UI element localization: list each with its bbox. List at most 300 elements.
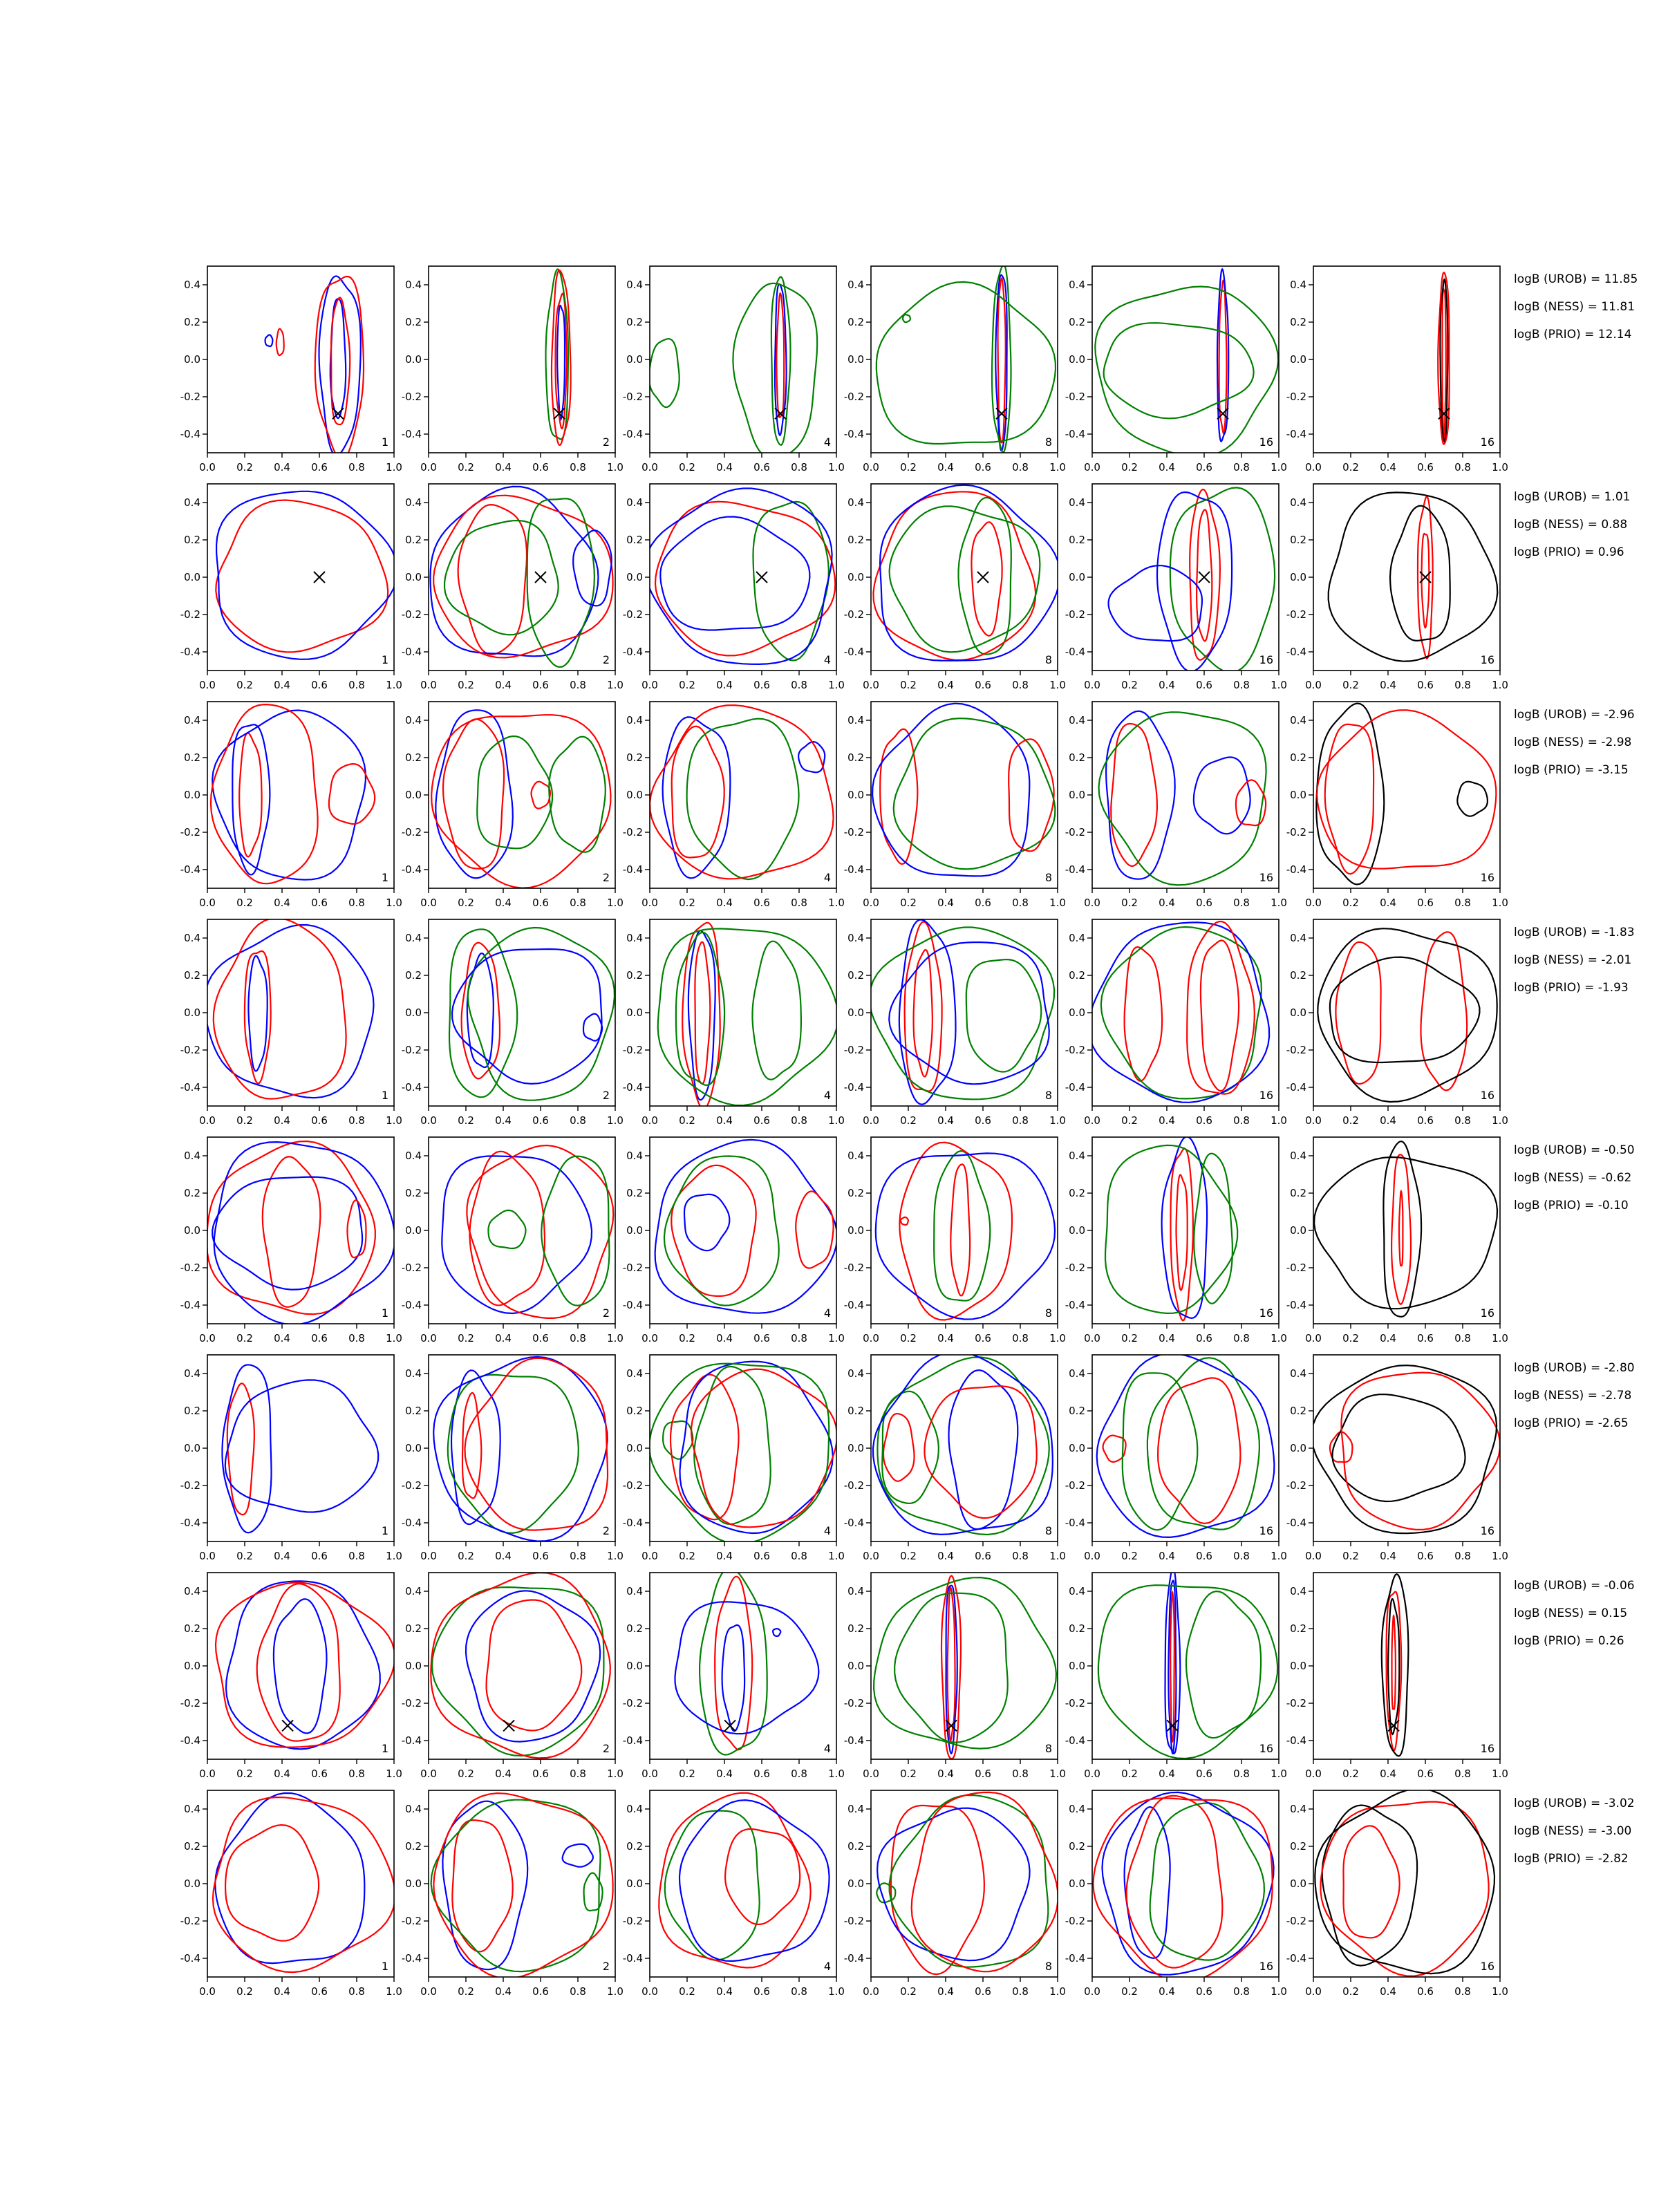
x-tick-label: 0.4 bbox=[495, 1332, 512, 1344]
y-tick-label: -0.2 bbox=[1286, 1262, 1306, 1274]
x-tick-label: 0.2 bbox=[900, 461, 917, 474]
x-tick-label: 0.2 bbox=[236, 1332, 253, 1344]
panel-label: 8 bbox=[1044, 1306, 1052, 1320]
x-tick-label: 0.8 bbox=[791, 1768, 807, 1780]
y-tick-label: 0.2 bbox=[184, 1405, 200, 1417]
panel-label: 4 bbox=[823, 1742, 831, 1755]
y-tick-label: 0.0 bbox=[626, 1877, 643, 1890]
y-tick-label: 0.4 bbox=[1069, 496, 1085, 509]
y-tick-label: 0.0 bbox=[847, 789, 864, 801]
x-tick-label: 0.2 bbox=[458, 1332, 474, 1344]
y-tick-label: -0.4 bbox=[622, 863, 643, 876]
x-tick-label: 0.4 bbox=[716, 1114, 733, 1127]
y-tick-label: 0.2 bbox=[405, 1840, 422, 1853]
x-tick-label: 0.2 bbox=[1342, 1550, 1359, 1562]
panel-label: 16 bbox=[1259, 653, 1273, 666]
y-tick-label: 0.4 bbox=[405, 1803, 422, 1815]
x-tick-label: 0.0 bbox=[863, 1768, 879, 1780]
x-tick-label: 0.2 bbox=[900, 1114, 917, 1127]
y-tick-label: 0.2 bbox=[1290, 1187, 1306, 1199]
y-tick-label: -0.4 bbox=[1065, 1952, 1085, 1965]
y-tick-label: -0.4 bbox=[622, 428, 643, 440]
y-tick-label: 0.0 bbox=[1069, 571, 1085, 583]
panel-label: 16 bbox=[1480, 1960, 1494, 1973]
x-tick-label: 0.0 bbox=[641, 1985, 658, 1998]
y-tick-label: -0.4 bbox=[843, 428, 864, 440]
x-tick-label: 0.2 bbox=[679, 1332, 695, 1344]
x-tick-label: 0.6 bbox=[532, 1114, 549, 1127]
x-tick-label: 0.8 bbox=[1454, 679, 1471, 691]
y-tick-label: -0.2 bbox=[180, 1044, 200, 1056]
y-tick-label: 0.4 bbox=[626, 1803, 643, 1815]
panel-label: 8 bbox=[1044, 1524, 1052, 1537]
x-tick-label: 0.6 bbox=[1196, 679, 1212, 691]
y-tick-label: 0.0 bbox=[1069, 1660, 1085, 1672]
x-tick-label: 0.4 bbox=[274, 461, 290, 474]
y-tick-label: 0.2 bbox=[1069, 316, 1085, 328]
x-tick-label: 0.8 bbox=[570, 1332, 586, 1344]
x-tick-label: 0.0 bbox=[1084, 1985, 1100, 1998]
x-tick-label: 0.8 bbox=[1454, 1114, 1471, 1127]
y-tick-label: 0.4 bbox=[405, 932, 422, 944]
y-tick-label: -0.2 bbox=[401, 1262, 422, 1274]
x-tick-label: 0.0 bbox=[199, 679, 216, 691]
panel-label: 8 bbox=[1044, 1960, 1052, 1973]
x-tick-label: 0.0 bbox=[199, 461, 216, 474]
logb-annotation: logB (PRIO) = 12.14 bbox=[1514, 328, 1632, 341]
y-tick-label: 0.2 bbox=[1290, 1622, 1306, 1635]
y-tick-label: 0.4 bbox=[405, 279, 422, 291]
y-tick-label: -0.4 bbox=[622, 1299, 643, 1311]
y-tick-label: -0.2 bbox=[843, 608, 864, 621]
x-tick-label: 0.2 bbox=[900, 1550, 917, 1562]
x-tick-label: 0.0 bbox=[1305, 461, 1322, 474]
y-tick-label: 0.4 bbox=[184, 1150, 200, 1162]
x-tick-label: 0.8 bbox=[348, 897, 365, 909]
x-tick-label: 0.4 bbox=[1380, 1985, 1396, 1998]
y-tick-label: 0.2 bbox=[1069, 1622, 1085, 1635]
y-tick-label: 0.0 bbox=[405, 353, 422, 366]
panel-label: 1 bbox=[381, 653, 388, 666]
panel-label: 8 bbox=[1044, 1089, 1052, 1102]
y-tick-label: 0.0 bbox=[626, 1660, 643, 1672]
x-tick-label: 0.8 bbox=[791, 461, 807, 474]
y-tick-label: 0.0 bbox=[1290, 789, 1306, 801]
x-tick-label: 1.0 bbox=[1271, 1985, 1287, 1998]
y-tick-label: 0.0 bbox=[1069, 1006, 1085, 1019]
x-tick-label: 0.8 bbox=[348, 1985, 365, 1998]
logb-annotation: logB (NESS) = 0.15 bbox=[1514, 1606, 1628, 1620]
y-tick-label: 0.2 bbox=[1069, 969, 1085, 982]
x-tick-label: 0.6 bbox=[753, 1985, 770, 1998]
panel-label: 1 bbox=[381, 871, 388, 884]
y-tick-label: -0.4 bbox=[1286, 1299, 1306, 1311]
x-tick-label: 1.0 bbox=[1492, 1114, 1508, 1127]
x-tick-label: 0.8 bbox=[1012, 1550, 1029, 1562]
x-tick-label: 1.0 bbox=[386, 1550, 402, 1562]
x-tick-label: 0.4 bbox=[937, 1550, 954, 1562]
y-tick-label: 0.4 bbox=[847, 1150, 864, 1162]
y-tick-label: 0.4 bbox=[847, 932, 864, 944]
x-tick-label: 0.6 bbox=[532, 461, 549, 474]
x-tick-label: 0.6 bbox=[975, 1768, 991, 1780]
panel-label: 4 bbox=[823, 1960, 831, 1973]
panel-label: 2 bbox=[602, 871, 610, 884]
y-tick-label: 0.2 bbox=[1290, 751, 1306, 764]
x-tick-label: 0.2 bbox=[236, 461, 253, 474]
y-tick-label: 0.2 bbox=[184, 316, 200, 328]
x-tick-label: 0.4 bbox=[716, 897, 733, 909]
y-tick-label: -0.2 bbox=[180, 826, 200, 838]
x-tick-label: 0.8 bbox=[348, 679, 365, 691]
x-tick-label: 0.0 bbox=[1084, 897, 1100, 909]
x-tick-label: 0.0 bbox=[641, 1768, 658, 1780]
y-tick-label: 0.4 bbox=[405, 496, 422, 509]
y-tick-label: -0.2 bbox=[401, 608, 422, 621]
y-tick-label: -0.2 bbox=[1286, 608, 1306, 621]
x-tick-label: 0.0 bbox=[1084, 1332, 1100, 1344]
y-tick-label: 0.0 bbox=[184, 571, 200, 583]
y-tick-label: -0.2 bbox=[622, 1479, 643, 1492]
panel-label: 1 bbox=[381, 1089, 388, 1102]
y-tick-label: 0.2 bbox=[626, 969, 643, 982]
x-tick-label: 0.4 bbox=[495, 679, 512, 691]
x-tick-label: 1.0 bbox=[1271, 897, 1287, 909]
logb-annotation: logB (NESS) = -0.62 bbox=[1514, 1171, 1632, 1185]
x-tick-label: 0.6 bbox=[753, 897, 770, 909]
x-tick-label: 0.8 bbox=[1454, 1985, 1471, 1998]
panel-label: 8 bbox=[1044, 653, 1052, 666]
panel-label: 16 bbox=[1480, 1524, 1494, 1537]
y-tick-label: -0.4 bbox=[1286, 1517, 1306, 1529]
y-tick-label: -0.4 bbox=[1065, 646, 1085, 658]
y-tick-label: 0.0 bbox=[1290, 1877, 1306, 1890]
y-tick-label: -0.2 bbox=[401, 1697, 422, 1709]
y-tick-label: -0.2 bbox=[843, 1262, 864, 1274]
x-tick-label: 0.8 bbox=[1233, 1550, 1250, 1562]
x-tick-label: 0.0 bbox=[1305, 679, 1322, 691]
x-tick-label: 1.0 bbox=[828, 461, 845, 474]
y-tick-label: -0.4 bbox=[1286, 646, 1306, 658]
x-tick-label: 0.2 bbox=[458, 1550, 474, 1562]
y-tick-label: -0.4 bbox=[401, 1734, 422, 1747]
x-tick-label: 0.0 bbox=[420, 1114, 437, 1127]
y-tick-label: 0.2 bbox=[184, 1187, 200, 1199]
panel-label: 1 bbox=[381, 1306, 388, 1320]
y-tick-label: 0.0 bbox=[626, 571, 643, 583]
x-tick-label: 0.4 bbox=[1380, 1332, 1396, 1344]
y-tick-label: -0.4 bbox=[1065, 1517, 1085, 1529]
y-tick-label: -0.2 bbox=[622, 608, 643, 621]
x-tick-label: 0.6 bbox=[311, 1550, 328, 1562]
x-tick-label: 0.0 bbox=[199, 1550, 216, 1562]
y-tick-label: -0.4 bbox=[180, 646, 200, 658]
y-tick-label: -0.4 bbox=[843, 646, 864, 658]
y-tick-label: -0.2 bbox=[1286, 391, 1306, 403]
panel-label: 2 bbox=[602, 1742, 610, 1755]
x-tick-label: 0.8 bbox=[570, 1768, 586, 1780]
y-tick-label: 0.4 bbox=[626, 932, 643, 944]
x-tick-label: 0.6 bbox=[1417, 897, 1434, 909]
x-tick-label: 0.2 bbox=[1121, 1114, 1138, 1127]
y-tick-label: 0.2 bbox=[626, 316, 643, 328]
y-tick-label: 0.2 bbox=[1290, 1840, 1306, 1853]
y-tick-label: 0.2 bbox=[626, 1405, 643, 1417]
x-tick-label: 0.8 bbox=[1012, 1114, 1029, 1127]
y-tick-label: 0.4 bbox=[184, 1585, 200, 1597]
logb-annotation: logB (PRIO) = -2.65 bbox=[1514, 1416, 1629, 1430]
x-tick-label: 0.6 bbox=[975, 1114, 991, 1127]
y-tick-label: 0.0 bbox=[184, 789, 200, 801]
y-tick-label: 0.0 bbox=[405, 1224, 422, 1237]
x-tick-label: 0.4 bbox=[1380, 897, 1396, 909]
y-tick-label: -0.4 bbox=[843, 1299, 864, 1311]
panel-label: 16 bbox=[1259, 1524, 1273, 1537]
y-tick-label: 0.0 bbox=[405, 1660, 422, 1672]
x-tick-label: 0.0 bbox=[199, 1332, 216, 1344]
x-tick-label: 1.0 bbox=[1271, 679, 1287, 691]
x-tick-label: 0.6 bbox=[1196, 461, 1212, 474]
x-tick-label: 0.6 bbox=[311, 897, 328, 909]
x-tick-label: 0.0 bbox=[1305, 1332, 1322, 1344]
x-tick-label: 0.6 bbox=[975, 1332, 991, 1344]
panel-label: 8 bbox=[1044, 1742, 1052, 1755]
y-tick-label: 0.4 bbox=[626, 1585, 643, 1597]
panel-label: 16 bbox=[1480, 435, 1494, 449]
y-tick-label: -0.4 bbox=[1065, 1734, 1085, 1747]
y-tick-label: 0.2 bbox=[626, 1840, 643, 1853]
x-tick-label: 1.0 bbox=[1492, 1332, 1508, 1344]
y-tick-label: 0.4 bbox=[1290, 1367, 1306, 1380]
y-tick-label: -0.4 bbox=[843, 1952, 864, 1965]
x-tick-label: 0.0 bbox=[1084, 461, 1100, 474]
x-tick-label: 0.6 bbox=[311, 1332, 328, 1344]
y-tick-label: 0.0 bbox=[405, 789, 422, 801]
x-tick-label: 0.4 bbox=[1159, 1114, 1175, 1127]
x-tick-label: 0.8 bbox=[1012, 461, 1029, 474]
panel-label: 2 bbox=[602, 435, 610, 449]
y-tick-label: 0.4 bbox=[405, 1150, 422, 1162]
x-tick-label: 1.0 bbox=[1049, 679, 1066, 691]
x-tick-label: 0.8 bbox=[570, 461, 586, 474]
y-tick-label: 0.2 bbox=[626, 1622, 643, 1635]
x-tick-label: 0.6 bbox=[532, 1550, 549, 1562]
x-tick-label: 0.0 bbox=[863, 897, 879, 909]
y-tick-label: 0.0 bbox=[847, 1224, 864, 1237]
y-tick-label: 0.0 bbox=[1069, 789, 1085, 801]
x-tick-label: 0.4 bbox=[716, 1550, 733, 1562]
y-tick-label: -0.4 bbox=[1286, 1081, 1306, 1094]
x-tick-label: 0.0 bbox=[1305, 1768, 1322, 1780]
y-tick-label: -0.2 bbox=[622, 826, 643, 838]
panel-label: 4 bbox=[823, 435, 831, 449]
y-tick-label: 0.4 bbox=[847, 714, 864, 727]
x-tick-label: 1.0 bbox=[386, 1985, 402, 1998]
x-tick-label: 0.0 bbox=[641, 679, 658, 691]
x-tick-label: 0.8 bbox=[1233, 1985, 1250, 1998]
y-tick-label: 0.2 bbox=[1069, 751, 1085, 764]
x-tick-label: 0.2 bbox=[236, 1114, 253, 1127]
x-tick-label: 0.8 bbox=[1454, 897, 1471, 909]
y-tick-label: 0.2 bbox=[1290, 969, 1306, 982]
y-tick-label: 0.2 bbox=[184, 751, 200, 764]
y-tick-label: -0.2 bbox=[401, 1479, 422, 1492]
y-tick-label: 0.0 bbox=[626, 1224, 643, 1237]
y-tick-label: 0.4 bbox=[1069, 1150, 1085, 1162]
x-tick-label: 0.2 bbox=[236, 1768, 253, 1780]
x-tick-label: 0.8 bbox=[348, 461, 365, 474]
x-tick-label: 1.0 bbox=[607, 679, 624, 691]
x-tick-label: 0.6 bbox=[1417, 1768, 1434, 1780]
x-tick-label: 0.4 bbox=[716, 1332, 733, 1344]
x-tick-label: 0.4 bbox=[1159, 679, 1175, 691]
logb-annotation: logB (PRIO) = -1.93 bbox=[1514, 981, 1629, 995]
x-tick-label: 0.2 bbox=[1342, 1768, 1359, 1780]
panel-label: 16 bbox=[1259, 1742, 1273, 1755]
y-tick-label: -0.4 bbox=[180, 1517, 200, 1529]
y-tick-label: -0.4 bbox=[843, 863, 864, 876]
x-tick-label: 1.0 bbox=[607, 1768, 624, 1780]
x-tick-label: 1.0 bbox=[1049, 897, 1066, 909]
y-tick-label: 0.4 bbox=[1069, 1367, 1085, 1380]
x-tick-label: 0.4 bbox=[274, 1332, 290, 1344]
panel-label: 2 bbox=[602, 653, 610, 666]
x-tick-label: 0.6 bbox=[532, 679, 549, 691]
x-tick-label: 0.8 bbox=[348, 1550, 365, 1562]
x-tick-label: 0.6 bbox=[1196, 1768, 1212, 1780]
x-tick-label: 1.0 bbox=[386, 1332, 402, 1344]
y-tick-label: 0.4 bbox=[1069, 1803, 1085, 1815]
y-tick-label: 0.4 bbox=[626, 279, 643, 291]
x-tick-label: 0.6 bbox=[753, 679, 770, 691]
x-tick-label: 1.0 bbox=[607, 1550, 624, 1562]
y-tick-label: -0.2 bbox=[1065, 1262, 1085, 1274]
x-tick-label: 0.6 bbox=[532, 1768, 549, 1780]
x-tick-label: 0.6 bbox=[975, 1550, 991, 1562]
y-tick-label: 0.0 bbox=[1069, 353, 1085, 366]
y-tick-label: -0.2 bbox=[1065, 826, 1085, 838]
y-tick-label: -0.2 bbox=[180, 1697, 200, 1709]
y-tick-label: 0.0 bbox=[1290, 571, 1306, 583]
logb-annotation: logB (UROB) = -3.02 bbox=[1514, 1797, 1635, 1810]
y-tick-label: -0.2 bbox=[180, 1479, 200, 1492]
y-tick-label: -0.2 bbox=[180, 1915, 200, 1927]
x-tick-label: 0.0 bbox=[199, 897, 216, 909]
x-tick-label: 0.0 bbox=[641, 897, 658, 909]
y-tick-label: -0.2 bbox=[622, 1697, 643, 1709]
x-tick-label: 0.2 bbox=[900, 1768, 917, 1780]
y-tick-label: 0.0 bbox=[184, 1660, 200, 1672]
x-tick-label: 1.0 bbox=[386, 897, 402, 909]
x-tick-label: 0.4 bbox=[937, 1768, 954, 1780]
y-tick-label: -0.2 bbox=[180, 1262, 200, 1274]
x-tick-label: 0.6 bbox=[1417, 1332, 1434, 1344]
x-tick-label: 0.4 bbox=[937, 461, 954, 474]
y-tick-label: 0.4 bbox=[1290, 1803, 1306, 1815]
x-tick-label: 0.4 bbox=[495, 1114, 512, 1127]
x-tick-label: 0.2 bbox=[1121, 1550, 1138, 1562]
y-tick-label: -0.2 bbox=[1065, 1479, 1085, 1492]
x-tick-label: 0.0 bbox=[1305, 897, 1322, 909]
y-tick-label: 0.4 bbox=[1069, 932, 1085, 944]
x-tick-label: 0.8 bbox=[1233, 1332, 1250, 1344]
x-tick-label: 1.0 bbox=[1049, 1985, 1066, 1998]
y-tick-label: 0.2 bbox=[847, 316, 864, 328]
x-tick-label: 1.0 bbox=[1492, 679, 1508, 691]
y-tick-label: 0.2 bbox=[847, 1405, 864, 1417]
x-tick-label: 0.0 bbox=[420, 1550, 437, 1562]
x-tick-label: 0.8 bbox=[1012, 1985, 1029, 1998]
x-tick-label: 1.0 bbox=[828, 897, 845, 909]
x-tick-label: 0.4 bbox=[937, 679, 954, 691]
logb-annotation: logB (UROB) = -0.50 bbox=[1514, 1143, 1635, 1157]
x-tick-label: 1.0 bbox=[828, 1768, 845, 1780]
y-tick-label: 0.2 bbox=[1069, 1405, 1085, 1417]
x-tick-label: 0.0 bbox=[1084, 1768, 1100, 1780]
y-tick-label: -0.4 bbox=[622, 1517, 643, 1529]
y-tick-label: 0.4 bbox=[847, 1367, 864, 1380]
y-tick-label: -0.4 bbox=[180, 1952, 200, 1965]
y-tick-label: 0.0 bbox=[405, 1442, 422, 1454]
y-tick-label: 0.4 bbox=[1290, 1585, 1306, 1597]
y-tick-label: 0.4 bbox=[1290, 279, 1306, 291]
x-tick-label: 0.0 bbox=[199, 1985, 216, 1998]
logb-annotation: logB (PRIO) = -3.15 bbox=[1514, 763, 1629, 777]
x-tick-label: 1.0 bbox=[607, 1985, 624, 1998]
y-tick-label: 0.0 bbox=[626, 1442, 643, 1454]
x-tick-label: 0.0 bbox=[420, 1985, 437, 1998]
y-tick-label: -0.2 bbox=[843, 1697, 864, 1709]
logb-annotation: logB (PRIO) = -0.10 bbox=[1514, 1199, 1629, 1212]
y-tick-label: 0.4 bbox=[405, 714, 422, 727]
panel-label: 2 bbox=[602, 1524, 610, 1537]
x-tick-label: 0.4 bbox=[495, 897, 512, 909]
x-tick-label: 0.6 bbox=[1417, 1550, 1434, 1562]
x-tick-label: 1.0 bbox=[828, 679, 845, 691]
x-tick-label: 0.8 bbox=[1233, 897, 1250, 909]
y-tick-label: -0.4 bbox=[622, 1734, 643, 1747]
y-tick-label: -0.2 bbox=[401, 1044, 422, 1056]
x-tick-label: 0.2 bbox=[900, 679, 917, 691]
x-tick-label: 0.6 bbox=[975, 1985, 991, 1998]
x-tick-label: 0.8 bbox=[1454, 1332, 1471, 1344]
x-tick-label: 0.4 bbox=[937, 1114, 954, 1127]
y-tick-label: -0.4 bbox=[1065, 428, 1085, 440]
x-tick-label: 1.0 bbox=[386, 679, 402, 691]
x-tick-label: 0.0 bbox=[641, 1550, 658, 1562]
x-tick-label: 0.4 bbox=[1380, 1114, 1396, 1127]
y-tick-label: -0.4 bbox=[1065, 863, 1085, 876]
x-tick-label: 1.0 bbox=[607, 1114, 624, 1127]
x-tick-label: 0.6 bbox=[311, 1768, 328, 1780]
logb-annotation: logB (PRIO) = -2.82 bbox=[1514, 1852, 1629, 1866]
y-tick-label: -0.2 bbox=[1286, 1479, 1306, 1492]
x-tick-label: 0.8 bbox=[1233, 461, 1250, 474]
logb-annotation: logB (PRIO) = 0.96 bbox=[1514, 545, 1624, 559]
x-tick-label: 0.0 bbox=[199, 1768, 216, 1780]
y-tick-label: 0.0 bbox=[847, 1877, 864, 1890]
y-tick-label: 0.0 bbox=[847, 1660, 864, 1672]
x-tick-label: 0.6 bbox=[532, 897, 549, 909]
x-tick-label: 0.8 bbox=[348, 1114, 365, 1127]
x-tick-label: 0.4 bbox=[716, 1985, 733, 1998]
x-tick-label: 0.6 bbox=[532, 1332, 549, 1344]
x-tick-label: 0.4 bbox=[1380, 679, 1396, 691]
y-tick-label: 0.2 bbox=[184, 1840, 200, 1853]
y-tick-label: -0.4 bbox=[622, 1081, 643, 1094]
x-tick-label: 0.8 bbox=[570, 897, 586, 909]
x-tick-label: 0.4 bbox=[1159, 1550, 1175, 1562]
